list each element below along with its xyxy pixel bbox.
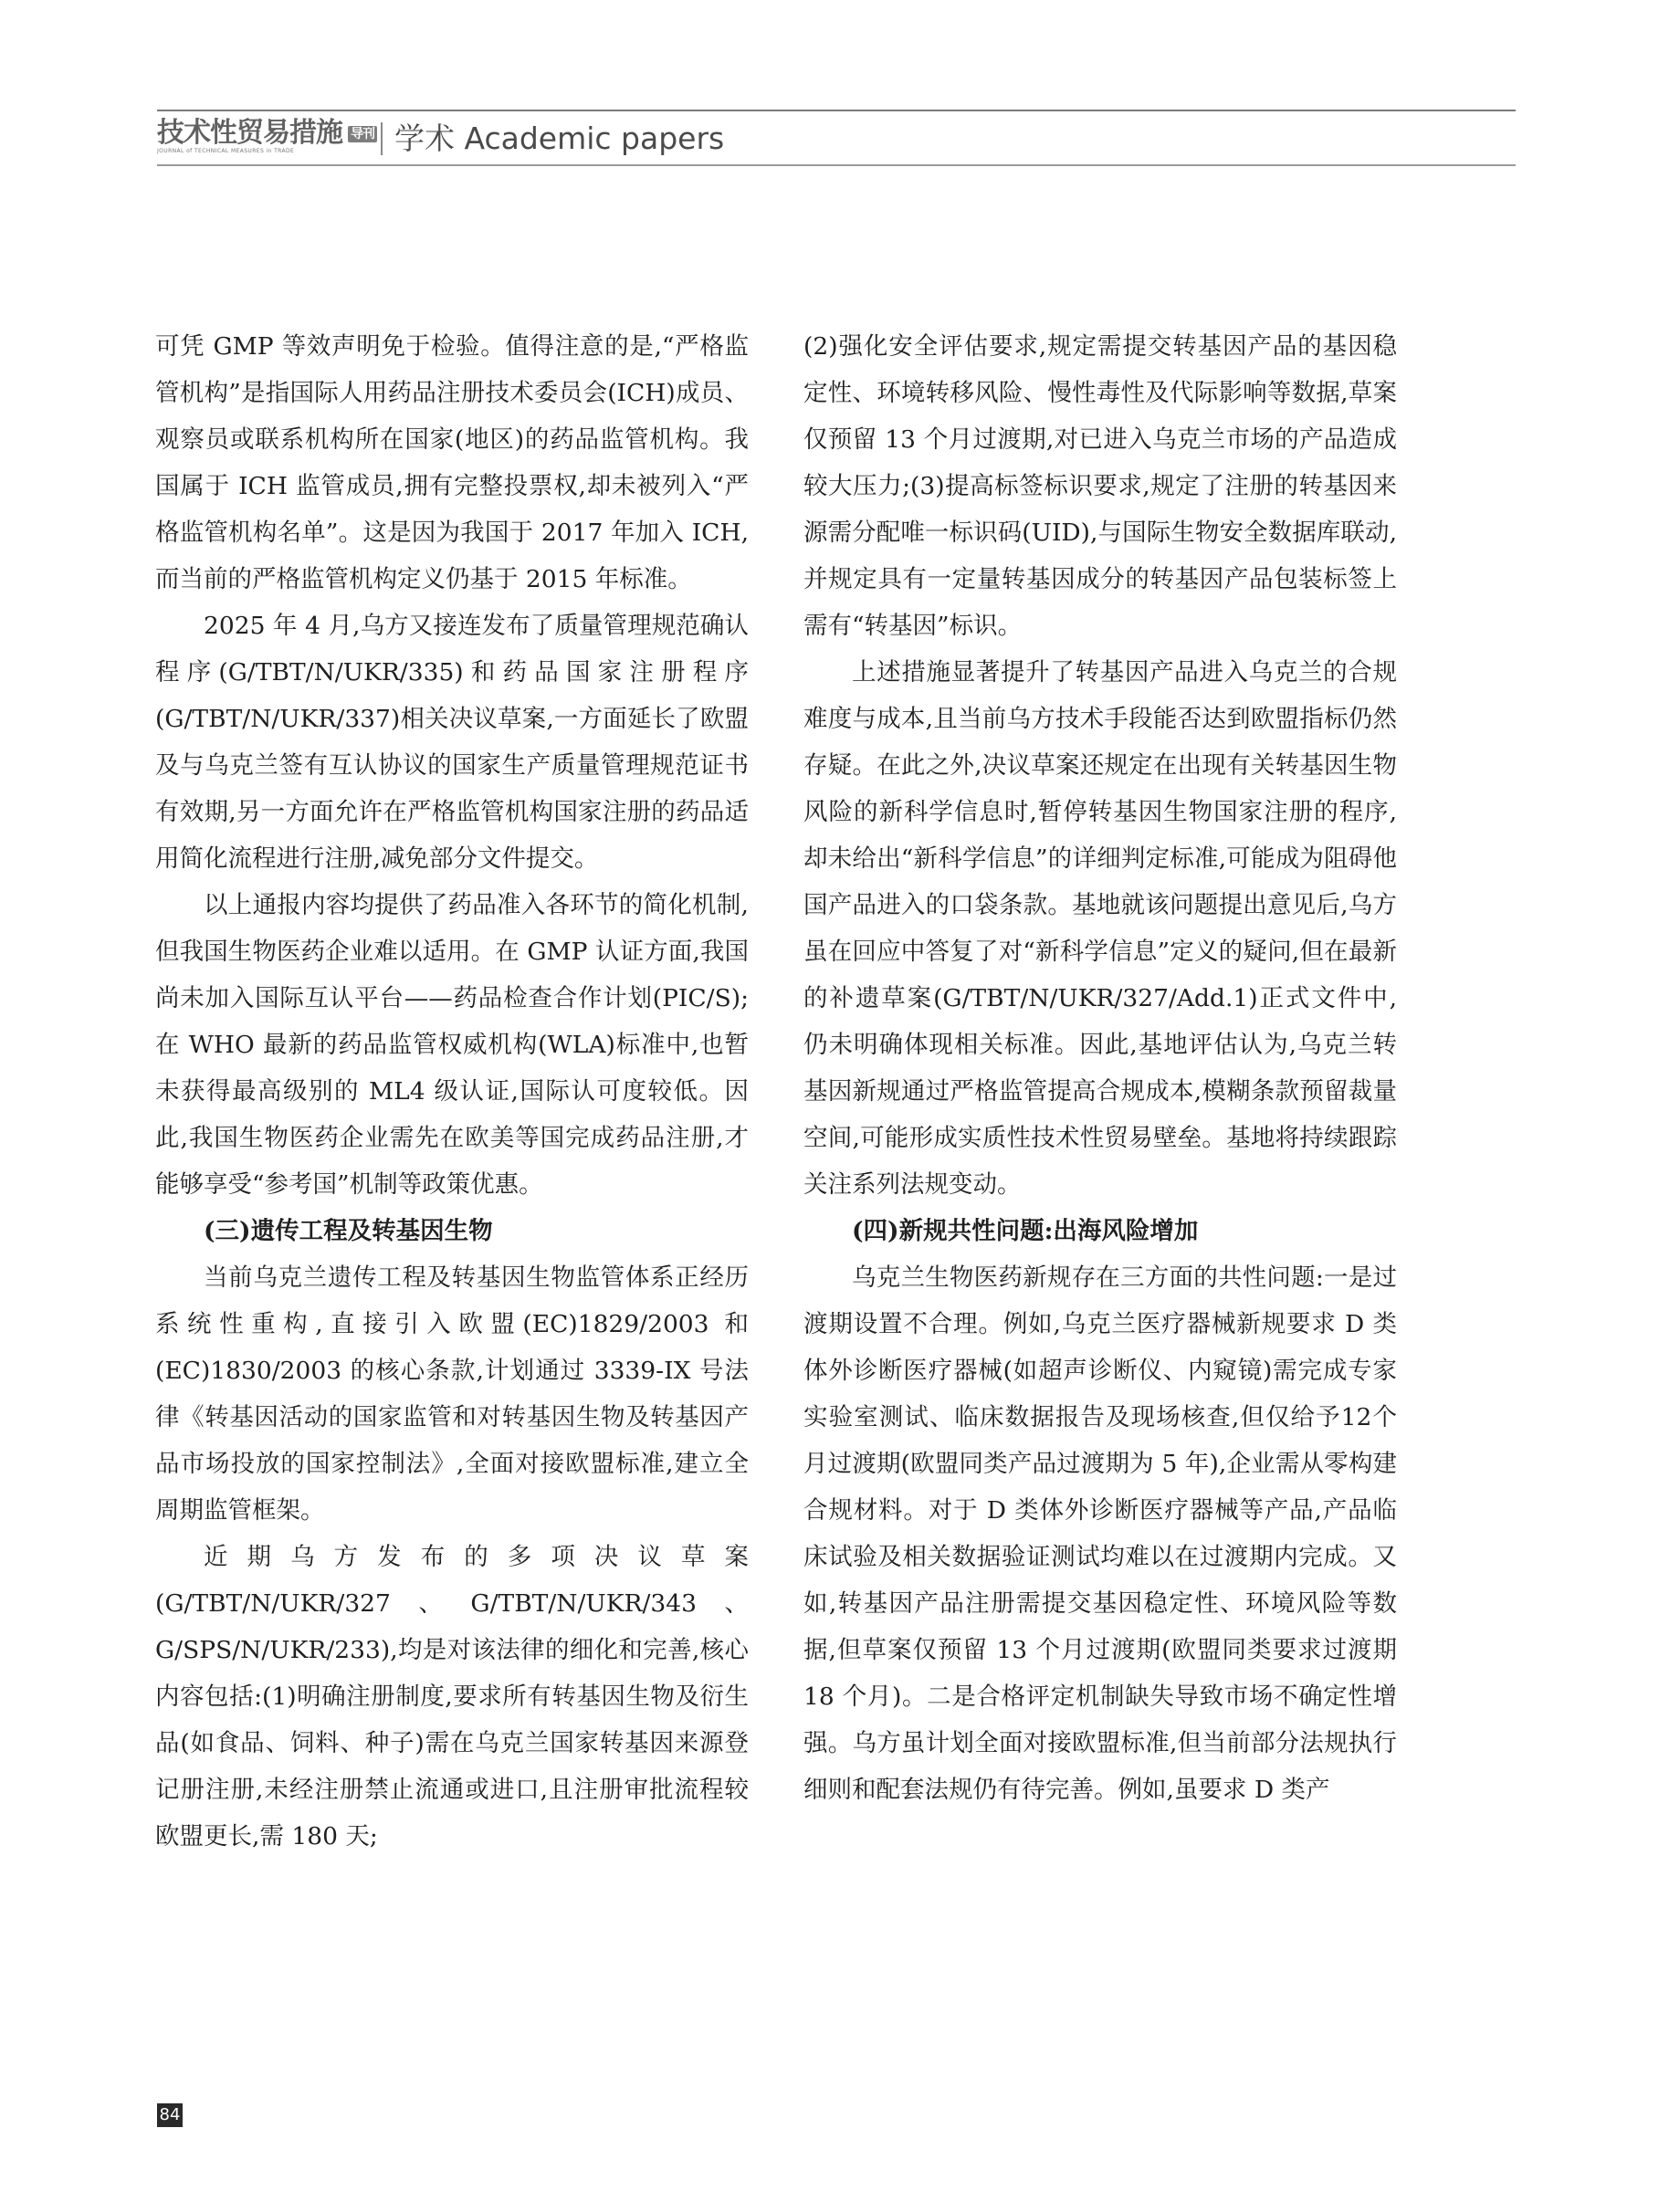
journal-name: 技术性贸易措施 [157, 117, 342, 149]
paragraph: 乌克兰生物医药新规存在三方面的共性问题:一是过渡期设置不合理。例如,乌克兰医疗器械新规要求 D 类体外诊断医疗器械(如超声诊断仪、内窥镜)需完成专家实验室测试、临床数据报告及现场核查,但仅给予12个月过渡期(欧盟同类产品过渡期为 5 年),企业需从零构建合规材料。对于 D 类体外诊断医疗器械等产品,产品临床试验及相关数据验证测试均难以在过渡期内完成。又如,转基因产品注册需提交基因稳定性、环境风险等数据,但草案仅预留 13 个月过渡期(欧盟同类要求过渡期 18 个月)。二是合格评定机制缺失导致市场不确定性增强。乌方虽计划全面对接欧盟标准,但当前部分法规执行细则和配套法规仍有待完善。例如,虽要求 D 类产 [803, 1263, 1397, 1804]
paragraph: 当前乌克兰遗传工程及转基因生物监管体系正经历系统性重构,直接引入欧盟(EC)1829/2003 和(EC)1830/2003 的核心条款,计划通过 3339-IX 号法律《转基因活动的国家监管和对转基因生物及转基因产品市场投放的国家控制法》,全面对接欧盟标准,建立全周期监管框架。 [155, 1263, 749, 1525]
paragraph: 可凭 GMP 等效声明免于检验。值得注意的是,“严格监管机构”是指国际人用药品注册技术委员会(ICH)成员、观察员或联系机构所在国家(地区)的药品监管机构。我国属于 ICH 监管成员,拥有完整投票权,却未被列入“严格监管机构名单”。这是因为我国于 2017 年加入 ICH,而当前的严格监管机构定义仍基于 2015 年标准。 [155, 332, 749, 593]
journal-tag: 导刊 [348, 126, 377, 142]
journal-english-name: JOURNAL of TECHNICAL MEASURES in TRADE [157, 148, 295, 154]
section-label: 学术 Academic papers [394, 121, 725, 156]
paragraph: 2025 年 4 月,乌方又接连发布了质量管理规范确认程序(G/TBT/N/UKR/335)和药品国家注册程序(G/TBT/N/UKR/337)相关决议草案,一方面延长了欧盟及与乌克兰签有互认协议的国家生产质量管理规范证书有效期,另一方面允许在严格监管机构国家注册的药品适用简化流程进行注册,减免部分文件提交。 [155, 612, 749, 873]
section-heading: (三)遗传工程及转基因生物 [204, 1217, 493, 1245]
paragraph: 以上通报内容均提供了药品准入各环节的简化机制,但我国生物医药企业难以适用。在 GMP 认证方面,我国尚未加入国际互认平台——药品检查合作计划(PIC/S);在 WHO 最新的药品监管权威机构(WLA)标准中,也暂未获得最高级别的 ML4 级认证,国际认可度较低。因此,我国生物医药企业需先在欧美等国完成药品注册,才能够享受“参考国”机制等政策优惠。 [155, 891, 749, 1199]
header-divider [381, 122, 383, 155]
journal-logo-title [157, 119, 376, 148]
paragraph: (2)强化安全评估要求,规定需提交转基因产品的基因稳定性、环境转移风险、慢性毒性及代际影响等数据,草案仅预留 13 个月过渡期,对已进入乌克兰市场的产品造成较大压力;(3)提高标签标识要求,规定了注册的转基因来源需分配唯一标识码(UID),与国际生物安全数据库联动,并规定具有一定量转基因成分的转基因产品包装标签上需有“转基因”标识。 [803, 332, 1397, 640]
paragraph: 近期乌方发布的多项决议草案(G/TBT/N/UKR/327、G/TBT/N/UKR/343、G/SPS/N/UKR/233),均是对该法律的细化和完善,核心内容包括:(1)明确注册制度,要求所有转基因生物及衍生品(如食品、饲料、种子)需在乌克兰国家转基因来源登记册注册,未经注册禁止流通或进口,且注册审批流程较欧盟更长,需 180 天; [155, 1543, 749, 1850]
paragraph: 上述措施显著提升了转基因产品进入乌克兰的合规难度与成本,且当前乌方技术手段能否达到欧盟指标仍然存疑。在此之外,决议草案还规定在出现有关转基因生物风险的新科学信息时,暂停转基因生物国家注册的程序,却未给出“新科学信息”的详细判定标准,可能成为阻碍他国产品进入的口袋条款。基地就该问题提出意见后,乌方虽在回应中答复了对“新科学信息”定义的疑问,但在最新的补遗草案(G/TBT/N/UKR/327/Add.1)正式文件中,仍未明确体现相关标准。因此,基地评估认为,乌克兰转基因新规通过严格监管提高合规成本,模糊条款预留裁量空间,可能形成实质性技术性贸易壁垒。基地将持续跟踪关注系列法规变动。 [803, 658, 1397, 1199]
right-column [803, 323, 1397, 1813]
journal-logo [157, 119, 376, 159]
left-column [155, 323, 749, 1860]
section-heading: (四)新规共性问题:出海风险增加 [852, 1217, 1199, 1245]
journal-header [157, 110, 1516, 166]
page-number: 84 [157, 2103, 183, 2127]
